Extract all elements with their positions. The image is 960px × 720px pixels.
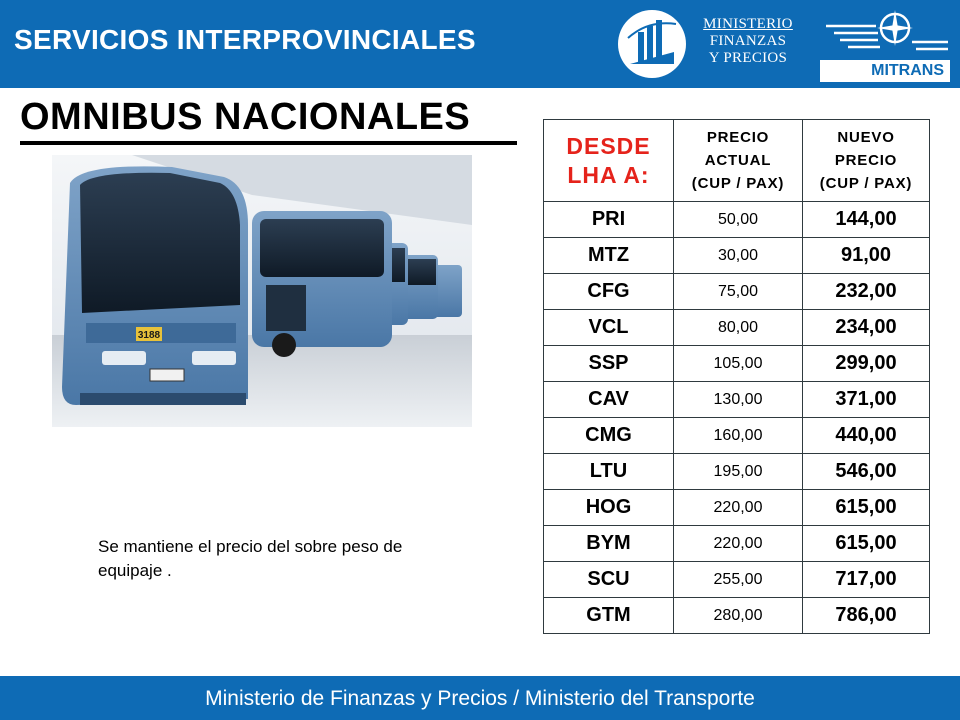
cell-destino: SSP bbox=[544, 346, 674, 382]
compass-rose-logo-icon bbox=[820, 8, 950, 60]
mfp-logo-line-1: MINISTERIO bbox=[703, 16, 793, 32]
mfp-logo-line-3: Y PRECIOS bbox=[708, 50, 788, 66]
cell-precio-actual: 160,00 bbox=[674, 418, 803, 454]
header-nuevo-line-2: PRECIO bbox=[834, 152, 898, 169]
cell-nuevo-precio: 615,00 bbox=[803, 490, 930, 526]
table-row bbox=[544, 310, 930, 346]
cell-nuevo-precio: 232,00 bbox=[803, 274, 930, 310]
header-bar bbox=[0, 0, 960, 88]
price-table bbox=[543, 119, 930, 634]
mfp-logo-text bbox=[688, 16, 808, 67]
footer-text: Ministerio de Finanzas y Precios / Ministerio del Transporte bbox=[205, 687, 755, 710]
cell-precio-actual: 50,00 bbox=[674, 202, 803, 238]
cell-precio-actual: 195,00 bbox=[674, 454, 803, 490]
table-row bbox=[544, 454, 930, 490]
cell-nuevo-precio: 546,00 bbox=[803, 454, 930, 490]
mitrans-logo bbox=[820, 8, 950, 82]
cell-destino: GTM bbox=[544, 598, 674, 634]
cell-precio-actual: 280,00 bbox=[674, 598, 803, 634]
header-title: SERVICIOS INTERPROVINCIALES bbox=[14, 24, 476, 55]
cell-destino: CAV bbox=[544, 382, 674, 418]
header-nuevo-line-1: NUEVO bbox=[837, 129, 895, 146]
cell-precio-actual: 105,00 bbox=[674, 346, 803, 382]
cell-destino: SCU bbox=[544, 562, 674, 598]
cell-nuevo-precio: 91,00 bbox=[803, 238, 930, 274]
header-actual-line-1: PRECIO bbox=[706, 129, 770, 146]
header-desde bbox=[544, 120, 674, 202]
page-title: OMNIBUS NACIONALES bbox=[20, 96, 471, 138]
cell-nuevo-precio: 299,00 bbox=[803, 346, 930, 382]
mfp-logo-line-2: FINANZAS bbox=[709, 33, 787, 49]
table-header-row bbox=[544, 120, 930, 202]
cell-nuevo-precio: 440,00 bbox=[803, 418, 930, 454]
cell-precio-actual: 80,00 bbox=[674, 310, 803, 346]
cell-destino: CFG bbox=[544, 274, 674, 310]
bus-number: 3188 bbox=[137, 330, 161, 341]
cell-destino: CMG bbox=[544, 418, 674, 454]
cell-destino: MTZ bbox=[544, 238, 674, 274]
footer-bar bbox=[0, 676, 960, 720]
cell-destino: BYM bbox=[544, 526, 674, 562]
header-actual-line-3: (CUP / PAX) bbox=[691, 175, 785, 192]
header-nuevo-precio bbox=[803, 120, 930, 202]
header-nuevo-line-3: (CUP / PAX) bbox=[819, 175, 913, 192]
table-row bbox=[544, 562, 930, 598]
cell-precio-actual: 30,00 bbox=[674, 238, 803, 274]
header-actual-line-2: ACTUAL bbox=[704, 152, 772, 169]
title-underline bbox=[20, 141, 517, 145]
bus-terminal-photo bbox=[52, 155, 472, 427]
cell-precio-actual: 130,00 bbox=[674, 382, 803, 418]
table-row bbox=[544, 598, 930, 634]
cell-destino: PRI bbox=[544, 202, 674, 238]
mitrans-label bbox=[820, 60, 950, 82]
luggage-note: Se mantiene el precio del sobre peso de equipaje . bbox=[98, 537, 403, 580]
mitrans-label-text: MITRANS bbox=[871, 62, 944, 79]
table-row bbox=[544, 418, 930, 454]
table-row bbox=[544, 526, 930, 562]
header-precio-actual bbox=[674, 120, 803, 202]
cell-nuevo-precio: 615,00 bbox=[803, 526, 930, 562]
table-row bbox=[544, 382, 930, 418]
cell-nuevo-precio: 717,00 bbox=[803, 562, 930, 598]
table-row bbox=[544, 202, 930, 238]
cell-precio-actual: 255,00 bbox=[674, 562, 803, 598]
header-desde-line-2: LHA A: bbox=[567, 161, 650, 188]
cell-precio-actual: 75,00 bbox=[674, 274, 803, 310]
building-bars-logo-icon bbox=[618, 10, 686, 78]
cell-nuevo-precio: 234,00 bbox=[803, 310, 930, 346]
cell-destino: LTU bbox=[544, 454, 674, 490]
header-desde-line-1: DESDE bbox=[566, 132, 651, 159]
cell-nuevo-precio: 144,00 bbox=[803, 202, 930, 238]
cell-destino: HOG bbox=[544, 490, 674, 526]
cell-destino: VCL bbox=[544, 310, 674, 346]
table-row bbox=[544, 490, 930, 526]
table-row bbox=[544, 346, 930, 382]
cell-precio-actual: 220,00 bbox=[674, 490, 803, 526]
cell-nuevo-precio: 371,00 bbox=[803, 382, 930, 418]
table-row bbox=[544, 274, 930, 310]
cell-precio-actual: 220,00 bbox=[674, 526, 803, 562]
cell-nuevo-precio: 786,00 bbox=[803, 598, 930, 634]
table-row bbox=[544, 238, 930, 274]
mfp-logo bbox=[618, 8, 808, 82]
